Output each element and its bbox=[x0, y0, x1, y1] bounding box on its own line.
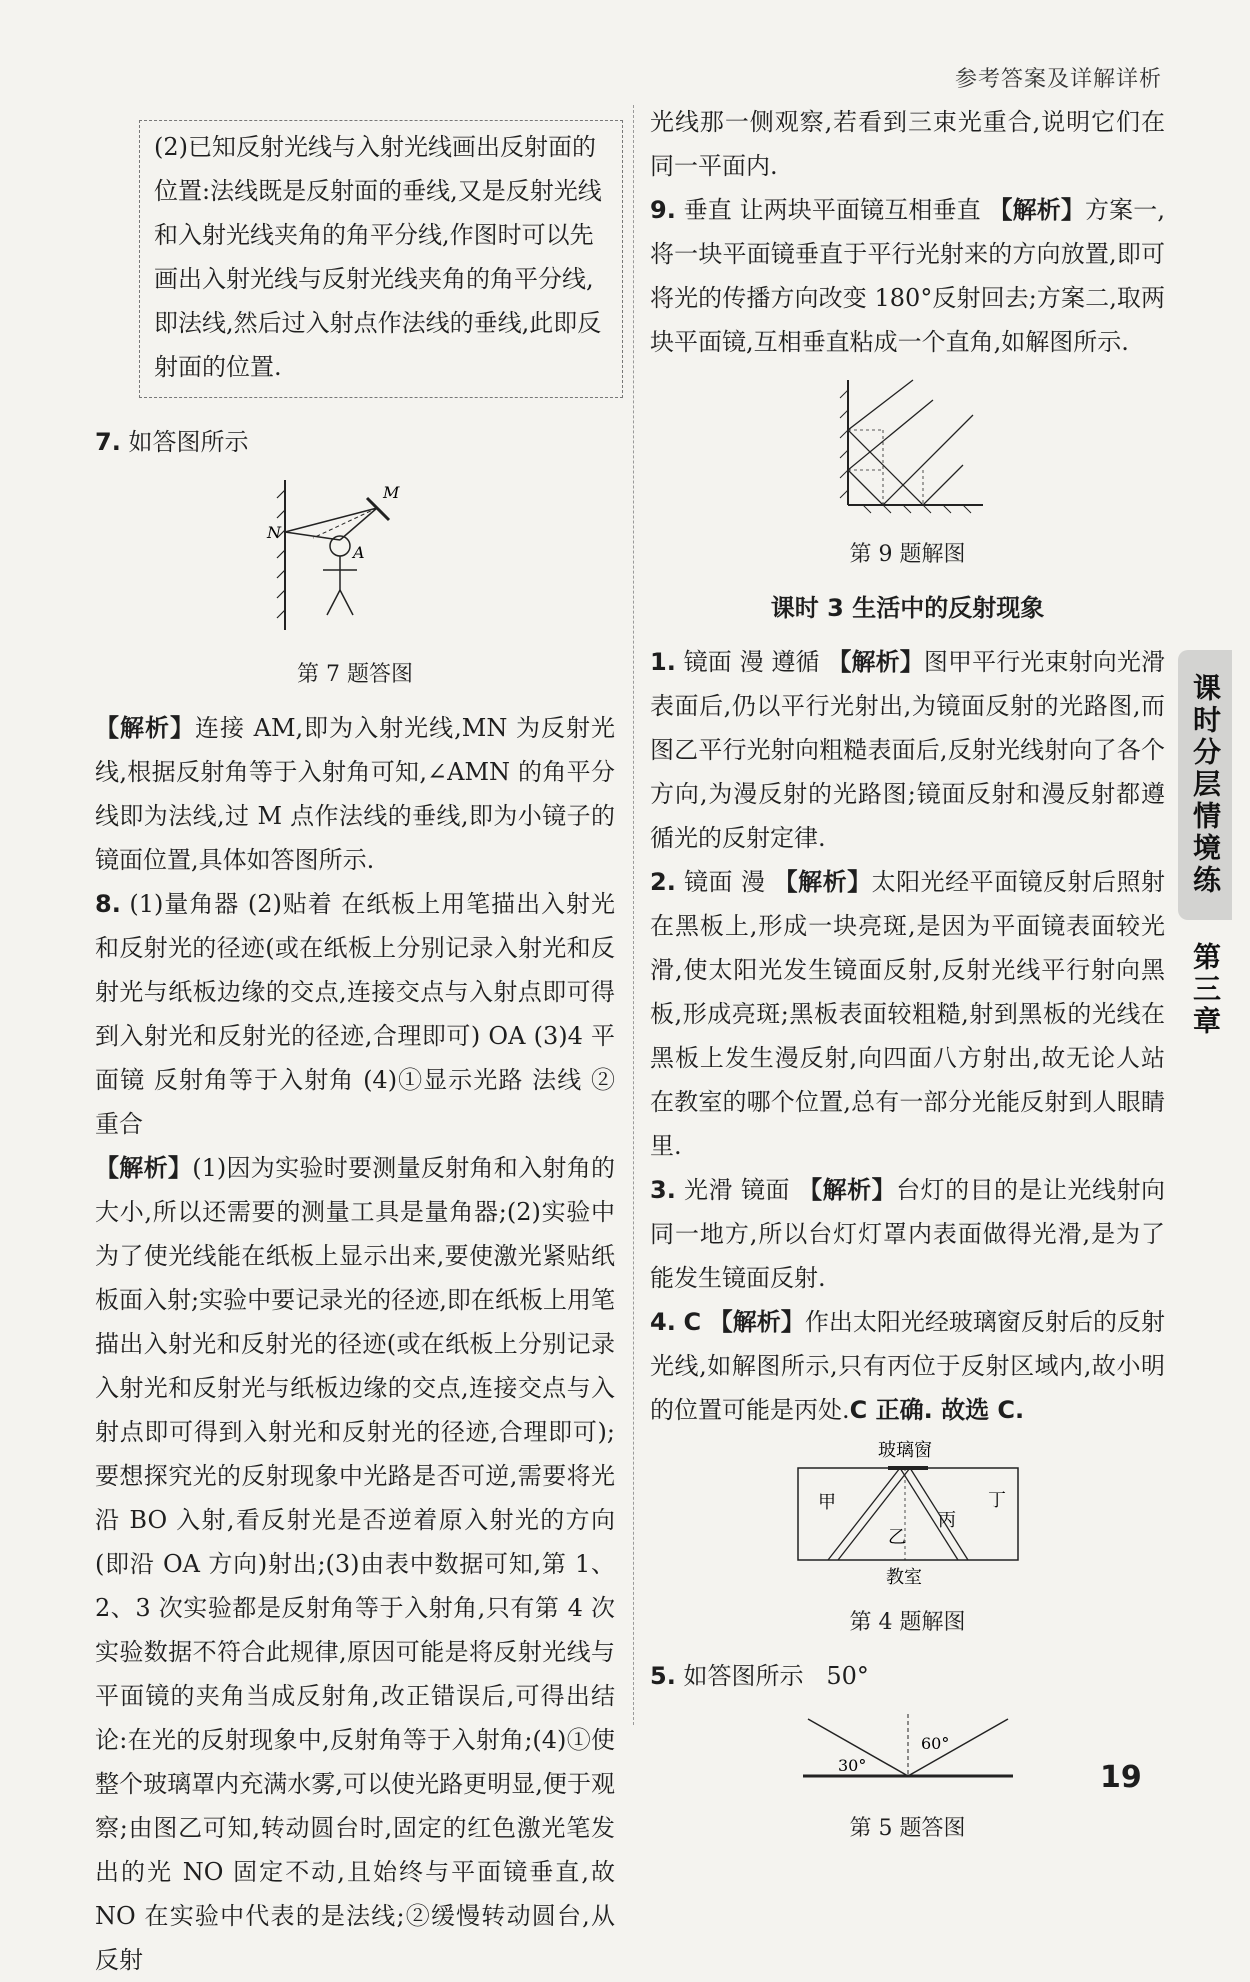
figure-9-caption: 第 9 题解图 bbox=[849, 542, 966, 567]
figure-4-diagram bbox=[788, 1438, 1028, 1588]
question-2 bbox=[650, 860, 1165, 1168]
left-column bbox=[95, 100, 615, 1982]
question-7 bbox=[95, 420, 615, 464]
label-a: A bbox=[353, 543, 365, 562]
figure-5-diagram bbox=[793, 1704, 1023, 1794]
analysis-tag: 【解析】 bbox=[827, 648, 924, 676]
question-5 bbox=[650, 1654, 1165, 1698]
analysis-tag: 【解析】 bbox=[798, 1176, 897, 1204]
analysis-tag: 【解析】 bbox=[708, 1308, 805, 1336]
figure-9 bbox=[650, 370, 1165, 534]
question-number: 4. bbox=[650, 1308, 676, 1336]
lesson-title: 课时 3 生活中的反射现象 bbox=[770, 594, 1045, 622]
side-tab: 课时分层情境练 bbox=[1178, 650, 1232, 920]
analysis-text: 图甲平行光束射向光滑表面后,仍以平行光射出,为镜面反射的光路图,而图乙平行光射向粗糙表面后,反射光线射向了各个方向,为漫反射的光路图;镜面反射和漫反射都遵循光的反射定律. bbox=[650, 648, 1165, 852]
label-window: 玻璃窗 bbox=[877, 1440, 932, 1461]
label-ding: 丁 bbox=[987, 1490, 1006, 1511]
answer-text: 50° bbox=[826, 1662, 869, 1690]
figure-5-caption: 第 5 题答图 bbox=[849, 1816, 966, 1841]
question-number: 2. bbox=[650, 868, 676, 896]
answer-text: 垂直 让两块平面镜互相垂直 bbox=[683, 196, 981, 224]
figure-4-caption: 第 4 题解图 bbox=[849, 1610, 966, 1635]
figure-9-diagram bbox=[823, 370, 993, 520]
note-box: (2)已知反射光线与入射光线画出反射面的位置:法线既是反射面的垂线,又是反射光线和入射光线夹角的角平分线,作图时可以先画出入射光线与反射光线夹角的角平分线,即法线,然后过入射点作法线的垂线,此即反射面的位置. bbox=[139, 120, 623, 398]
label-yi: 乙 bbox=[887, 1527, 906, 1548]
label-n: N bbox=[267, 523, 281, 542]
label-jia: 甲 bbox=[817, 1492, 836, 1513]
label-angle-30: 30° bbox=[837, 1756, 866, 1775]
analysis-text: 台灯的目的是让光线射向同一地方,所以台灯灯罩内表面做得光滑,是为了能发生镜面反射. bbox=[650, 1176, 1165, 1292]
question-text: 如答图所示 bbox=[128, 428, 249, 456]
question-8 bbox=[95, 882, 615, 1146]
analysis-tag: 【解析】 bbox=[95, 1154, 193, 1182]
chapter-label: 第三章 bbox=[1189, 942, 1222, 1038]
question-number: 1. bbox=[650, 648, 676, 676]
figure-7 bbox=[95, 470, 615, 654]
question-7-analysis bbox=[95, 706, 615, 882]
analysis-text: 作出太阳光经玻璃窗反射后的反射光线,如解图所示,只有丙位于反射区域内,故小明的位置可能是丙处. bbox=[650, 1308, 1166, 1424]
analysis-tag: 【解析】 bbox=[773, 868, 872, 896]
question-number: 3. bbox=[650, 1176, 676, 1204]
question-text: 如答图所示 bbox=[683, 1662, 804, 1690]
answer-text: 镜面 漫 bbox=[683, 868, 766, 896]
question-4 bbox=[650, 1300, 1165, 1432]
question-number: 7. bbox=[95, 428, 121, 456]
page-number: 19 bbox=[1100, 1760, 1142, 1795]
answer-text: (1)量角器 (2)贴着 在纸板上用笔描出入射光和反射光的径迹(或在纸板上分别记录入射光和反射光与纸板边缘的交点,连接交点与入射点即可得到入射光和反射光的径迹,合理即可) OA (3)4 平面镜 反射角等于入射角 (4)①显示光路 法线 ②重合 bbox=[95, 890, 615, 1138]
figure-4 bbox=[650, 1438, 1165, 1602]
column-divider bbox=[633, 105, 634, 1725]
right-column bbox=[650, 100, 1165, 1860]
label-room: 教室 bbox=[885, 1567, 922, 1588]
question-8-analysis bbox=[95, 1146, 615, 1982]
question-9 bbox=[650, 188, 1165, 364]
question-number: 8. bbox=[95, 890, 121, 918]
answer-text: 镜面 漫 遵循 bbox=[683, 648, 820, 676]
conclusion-text: C 正确. 故选 C. bbox=[849, 1396, 1025, 1424]
question-number: 5. bbox=[650, 1662, 676, 1690]
analysis-text: (1)因为实验时要测量反射角和入射角的大小,所以还需要的测量工具是量角器;(2)实验中为了使光线能在纸板上显示出来,要使激光紧贴纸板面入射;实验中要记录光的径迹,即在纸板上用笔描出入射光和反射光的径迹(或在纸板上分别记录入射光和反射光与纸板边缘的交点,连接交点与入射点即可得到入射光和反射光的径迹,合理即可);要想探究光的反射现象中光路是否可逆,需要将光沿 BO 入射,看反射光是否逆着原入射光的方向(即沿 OA 方向)射出;(3)由表中数据可知,第 1、2、3 次实验都是反射角等于入射角,只有第 4 次实验数据不符合此规律,原因可能是将反射光线与平面镜的夹角当成反射角,改正错误后,可得出结论:在光的反射现象中,反射角等于入射角;(4)①使整个玻璃罩内充满水雾,可以使光路更明显,便于观察;由图乙可知,转动圆台时,固定的红色激光笔发出的光 NO 固定不动,且始终与平面镜垂直,故 NO 在实验中代表的是法线;②缓慢转动圆台,从反射 bbox=[95, 1154, 615, 1974]
figure-7-caption: 第 7 题答图 bbox=[297, 662, 413, 687]
analysis-text: 太阳光经平面镜反射后照射在黑板上,形成一块亮斑,是因为平面镜表面较光滑,使太阳光发生镜面反射,反射光线平行射向黑板,形成亮斑;黑板表面较粗糙,射到黑板的光线在黑板上发生漫反射,向四面八方射出,故无论人站在教室的哪个位置,总有一部分光能反射到人眼睛里. bbox=[650, 868, 1165, 1160]
question-3 bbox=[650, 1168, 1165, 1300]
label-m: M bbox=[383, 483, 400, 502]
page-header: 参考答案及详解详析 bbox=[954, 67, 1162, 92]
analysis-tag: 【解析】 bbox=[95, 714, 195, 742]
figure-5 bbox=[650, 1704, 1165, 1808]
answer-text: C bbox=[683, 1308, 702, 1336]
figure-7-diagram bbox=[255, 470, 455, 640]
label-angle-60: 60° bbox=[920, 1734, 949, 1753]
question-8-continued: 光线那一侧观察,若看到三束光重合,说明它们在同一平面内. bbox=[650, 108, 1165, 180]
answer-text: 光滑 镜面 bbox=[683, 1176, 791, 1204]
analysis-text: 连接 AM,即为入射光线,MN 为反射光线,根据反射角等于入射角可知,∠AMN 的角平分线即为法线,过 M 点作法线的垂线,即为小镜子的镜面位置,具体如答图所示. bbox=[95, 714, 615, 874]
label-bing: 丙 bbox=[937, 1510, 956, 1531]
analysis-text: 方案一,将一块平面镜垂直于平行光射来的方向放置,即可将光的传播方向改变 180°反射回去;方案二,取两块平面镜,互相垂直粘成一个直角,如解图所示. bbox=[650, 196, 1165, 356]
question-number: 9. bbox=[650, 196, 676, 224]
analysis-tag: 【解析】 bbox=[988, 196, 1085, 224]
question-1 bbox=[650, 640, 1165, 860]
